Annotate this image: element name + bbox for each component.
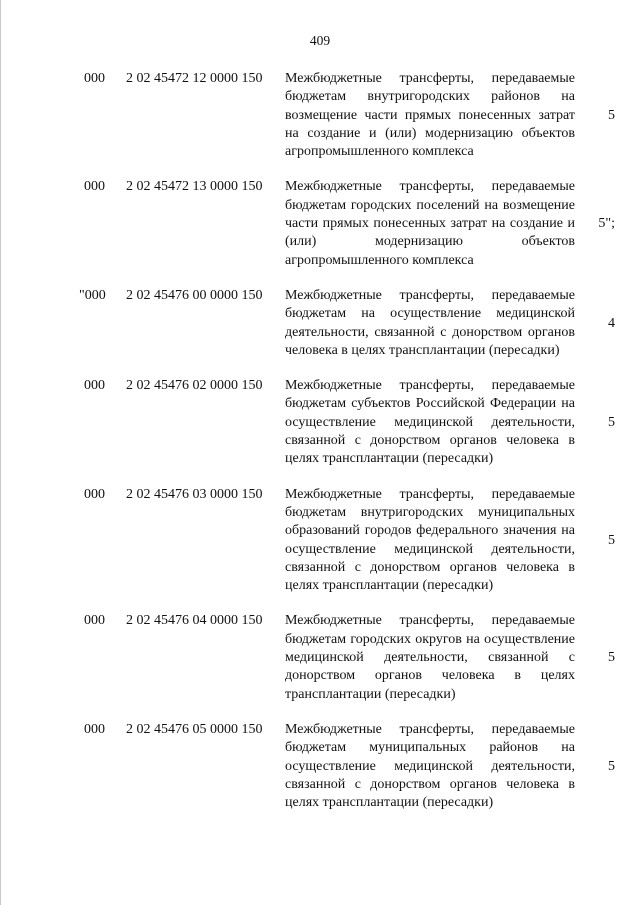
table-row: [0, 486, 640, 596]
normative-value-text: 5: [608, 532, 615, 548]
code-description: Межбюджетные трансферты, передаваемые бюджетам на осуществление медицинской деятельности, связанной с донорством органов человека в целях трансплантации (пересадки): [285, 287, 575, 358]
table-row: [0, 377, 640, 468]
normative-value-text: 5: [608, 758, 615, 774]
budget-classification-code: 2 02 45476 03 0000 150: [126, 486, 263, 502]
code-description: Межбюджетные трансферты, передаваемые бюджетам внутригородских муниципальных образований городов федерального значения на осуществление медицинской деятельности, связанной с донорством органов человека в целях трансплантации (пересадки): [285, 486, 575, 594]
code-description: Межбюджетные трансферты, передаваемые бюджетам субъектов Российской Федерации на осуществление медицинской деятельности, связанной с донорством органов человека в целях трансплантации (пересадки): [285, 378, 575, 467]
table-row: [0, 70, 640, 161]
normative-value-text: 5: [608, 650, 615, 666]
budget-classification-code: 2 02 45476 00 0000 150: [126, 287, 263, 303]
admin-code: 000: [84, 486, 105, 502]
table-row: [0, 612, 640, 703]
normative-value-text: 4: [608, 315, 615, 331]
budget-classification-code: 2 02 45476 05 0000 150: [126, 721, 263, 737]
table-row: [0, 721, 640, 812]
normative-value: [575, 70, 615, 161]
admin-code: "000: [79, 287, 106, 303]
page-number: 409: [309, 33, 331, 48]
normative-value-text: 5";: [598, 216, 615, 232]
normative-value: [575, 612, 615, 703]
table-row: [0, 178, 640, 269]
normative-value: [575, 721, 615, 812]
code-description: Межбюджетные трансферты, передаваемые бюджетам городских поселений на возмещение части прямых понесенных затрат на создание и (или) модернизацию объектов агропромышленного комплекса: [285, 179, 575, 268]
budget-code-table: [0, 70, 640, 829]
admin-code: 000: [84, 613, 105, 629]
budget-classification-code: 2 02 45476 02 0000 150: [126, 378, 263, 394]
code-description: Межбюджетные трансферты, передаваемые бюджетам городских округов на осуществление медицинской деятельности, связанной с донорством органов человека в целях трансплантации (пересадки): [285, 613, 575, 702]
table-row: [0, 287, 640, 360]
budget-classification-code: 2 02 45476 04 0000 150: [126, 613, 263, 629]
budget-classification-code: 2 02 45472 13 0000 150: [126, 179, 263, 195]
admin-code: 000: [84, 71, 105, 86]
code-description: Межбюджетные трансферты, передаваемые бюджетам внутригородских районов на возмещение части прямых понесенных затрат на создание и (или) модернизацию объектов агропромышленного комплекса: [285, 71, 575, 160]
normative-value: [575, 486, 615, 596]
admin-code: 000: [84, 721, 105, 737]
normative-value-text: 5: [608, 414, 615, 430]
normative-value-text: 5: [608, 107, 615, 123]
normative-value: [575, 178, 615, 269]
admin-code: 000: [84, 179, 105, 195]
code-description: Межбюджетные трансферты, передаваемые бюджетам муниципальных районов на осуществление медицинской деятельности, связанной с донорством органов человека в целях трансплантации (пересадки): [285, 721, 575, 811]
admin-code: 000: [84, 378, 105, 394]
normative-value: [575, 287, 615, 360]
normative-value: [575, 377, 615, 468]
budget-classification-code: 2 02 45472 12 0000 150: [126, 71, 263, 86]
